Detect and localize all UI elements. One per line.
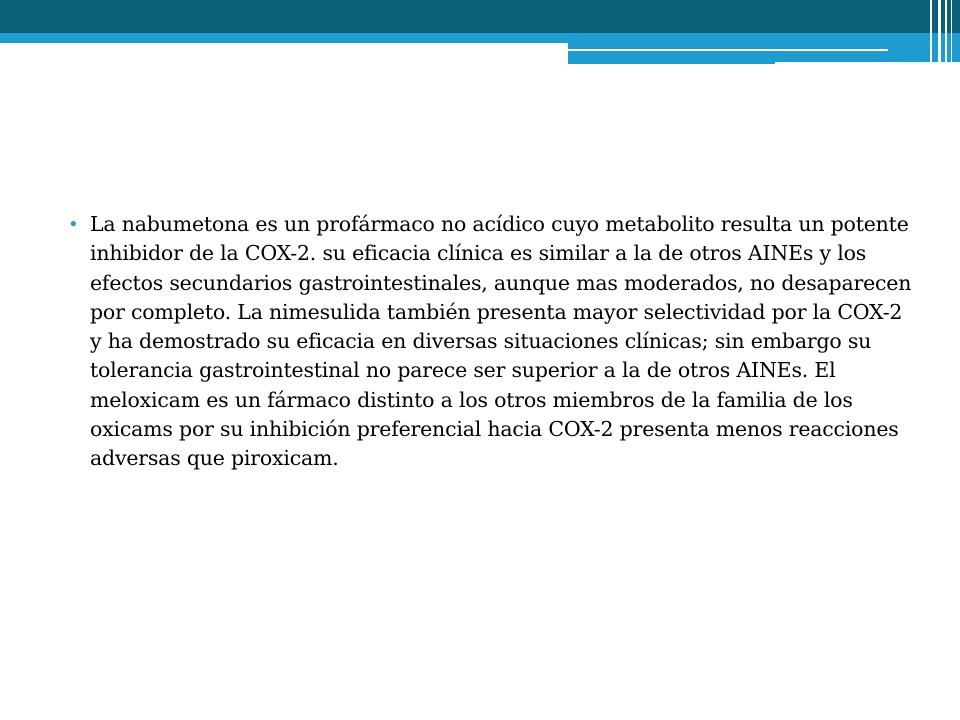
bullet-text: La nabumetona es un profármaco no acídico cuyo metabolito resulta un potente inhibidor de la COX-2. su eficacia clínica es similar a la de otros AINEs y los efectos secundarios gastrointestinales, aunque mas moderados, no desaparecen por completo. La nimesulida también presenta mayor selectividad por la COX-2 y ha demostrado su eficacia en diversas situaciones clínicas; sin embargo su tolerancia gastrointestinal no parece ser superior a la de otros AINEs. El meloxicam es un fármaco distinto a los otros miembros de la familia de los oxicams por su inhibición preferencial hacia COX-2 presenta menos reacciones adversas que piroxicam. <box>90 212 912 471</box>
slide-body <box>68 210 913 474</box>
header-stripe <box>930 0 932 64</box>
header-accent-line <box>568 49 888 51</box>
header-accent-line-2 <box>775 62 960 64</box>
bullet-icon: • <box>68 214 79 235</box>
bullet-item <box>68 210 913 474</box>
header-bar-light-right <box>568 43 960 64</box>
header-stripe <box>938 0 941 64</box>
header-stripe <box>951 0 952 64</box>
header-bar-light <box>0 33 960 43</box>
header-stripe <box>945 0 947 64</box>
header-bar-dark <box>0 0 960 33</box>
